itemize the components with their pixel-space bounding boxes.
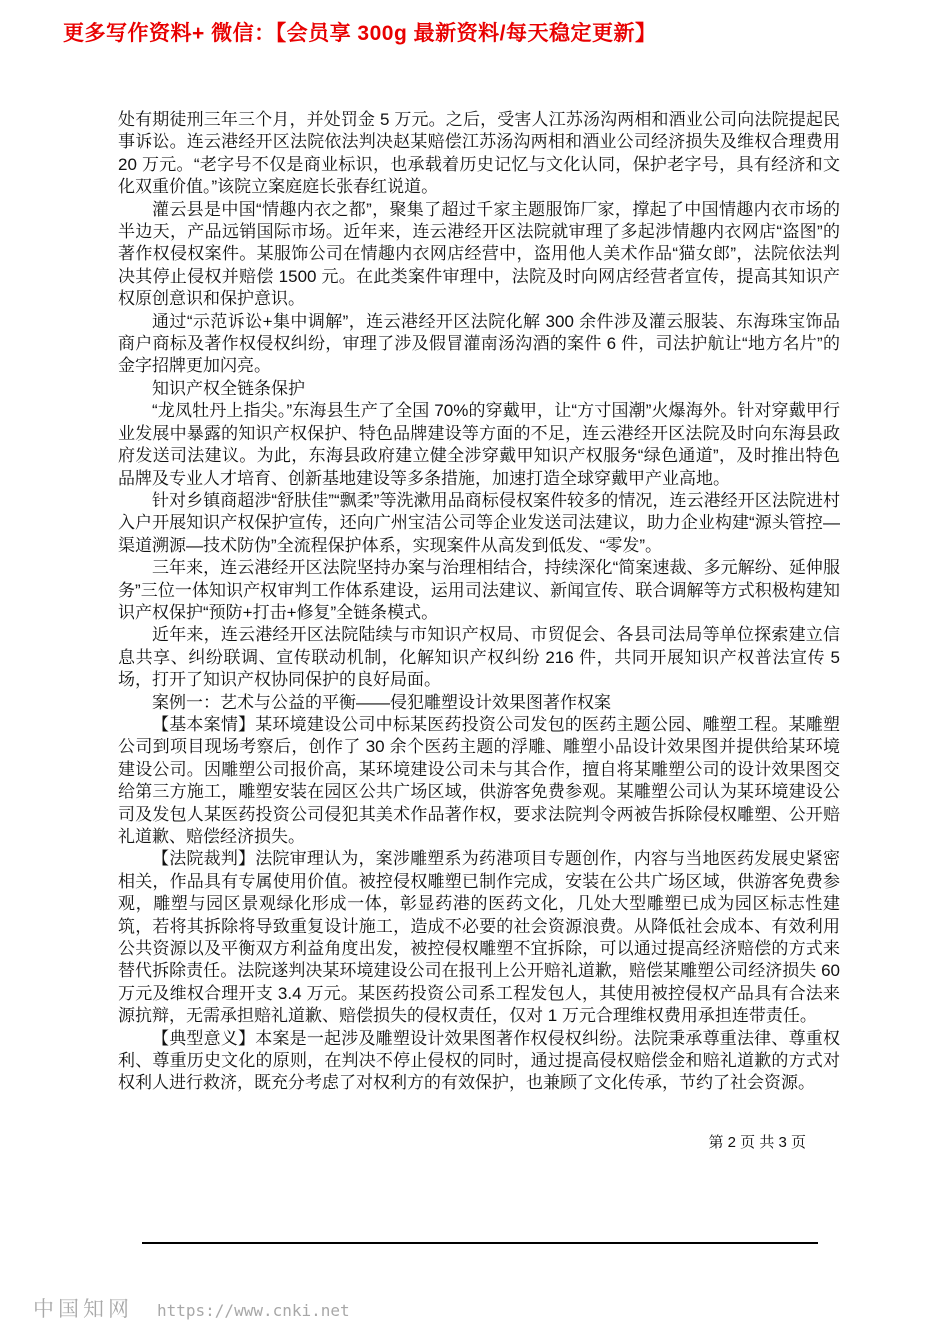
paragraph: 通过“示范诉讼+集中调解”，连云港经开区法院化解 300 余件涉及灌云服装、东海珠宝饰品商户商标及著作权侵权纠纷，审理了涉及假冒灌南汤沟酒的案件 6 件，司法护航让“地方名片”的金字招牌更加闪亮。 <box>118 311 840 376</box>
document-body <box>118 109 840 1095</box>
paragraph: 针对乡镇商超涉“舒肤佳”“飘柔”等洗漱用品商标侵权案件较多的情况，连云港经开区法院进村入户开展知识产权保护宣传，还向广州宝洁公司等企业发送司法建议，助力企业构建“源头管控—渠道溯源—技术防伪”全流程保护体系，实现案件从高发到低发、“零发”。 <box>118 490 840 555</box>
paragraph: 处有期徒刑三年三个月，并处罚金 5 万元。之后，受害人江苏汤沟两相和酒业公司向法院提起民事诉讼。连云港经开区法院依法判决赵某赔偿江苏汤沟两相和酒业公司经济损失及维权合理费用 20 万元。“老字号不仅是商业标识，也承载着历史记忆与文化认同，保护老字号，具有经济和文化双重价值。”该院立案庭庭长张春红说道。 <box>118 110 840 197</box>
paragraph: 灌云县是中国“情趣内衣之都”，聚集了超过千家主题服饰厂家，撑起了中国情趣内衣市场的半边天，产品远销国际市场。近年来，连云港经开区法院就审理了多起涉情趣内衣网店“盗图”的著作权侵权案件。某服饰公司在情趣内衣网店经营中，盗用他人美术作品“猫女郎”，法院依法判决其停止侵权并赔偿 1500 元。在此类案件审理中，法院及时向网店经营者宣传，提高其知识产权原创意识和保护意识。 <box>118 199 840 309</box>
paragraph: 近年来，连云港经开区法院陆续与市知识产权局、市贸促会、各县司法局等单位探索建立信息共享、纠纷联调、宣传联动机制，化解知识产权纠纷 216 件，共同开展知识产权普法宣传 5 场，打开了知识产权协同保护的良好局面。 <box>118 625 840 690</box>
cnki-logo-text: 中国知网 <box>33 1297 133 1321</box>
cnki-url-text: https://www.cnki.net <box>157 1301 350 1320</box>
section-heading: 知识产权全链条保护 <box>152 378 305 398</box>
page-indicator: 第 2 页 共 3 页 <box>708 1134 806 1151</box>
promo-banner-text: 更多写作资料+ 微信：【会员享 300g 最新资料/每天稳定更新】 <box>63 22 657 45</box>
footer-divider <box>142 1242 818 1244</box>
paragraph: “龙凤牡丹上指尖。”东海县生产了全国 70%的穿戴甲，让“方寸国潮”火爆海外。针对穿戴甲行业发展中暴露的知识产权保护、特色品牌建设等方面的不足，连云港经开区法院及时向东海县政府发送司法建议。为此，东海县政府建立健全涉穿戴甲知识产权服务“绿色通道”，及时推出特色品牌及专业人才培育、创新基地建设等多条措施，加速打造全球穿戴甲产业高地。 <box>118 401 840 488</box>
paragraph: 【基本案情】某环境建设公司中标某医药投资公司发包的医药主题公园、雕塑工程。某雕塑公司到项目现场考察后，创作了 30 余个医药主题的浮雕、雕塑小品设计效果图并提供给某环境建设公司。因雕塑公司报价高，某环境建设公司未与其合作，擅自将某雕塑公司的设计效果图交给第三方施工，雕塑安装在园区公共广场区域，供游客免费参观。某雕塑公司认为某环境建设公司及发包人某医药投资公司侵犯其美术作品著作权，要求法院判令两被告拆除侵权雕塑、公开赔礼道歉、赔偿经济损失。 <box>118 714 840 846</box>
paragraph: 【法院裁判】法院审理认为，案涉雕塑系为药港项目专题创作，内容与当地医药发展史紧密相关，作品具有专属使用价值。被控侵权雕塑已制作完成，安装在公共广场区域，供游客免费参观，雕塑与园区景观绿化形成一体，彰显药港的医药文化，几处大型雕塑已成为园区标志性建筑，若将其拆除将导致重复设计施工，造成不必要的社会资源浪费。从降低社会成本、有效利用公共资源以及平衡双方利益角度出发，被控侵权雕塑不宜拆除，可以通过提高经济赔偿的方式来替代拆除责任。法院遂判决某环境建设公司在报刊上公开赔礼道歉，赔偿某雕塑公司经济损失 60 万元及维权合理开支 3.4 万元。某医药投资公司系工程发包人，其使用被控侵权产品具有合法来源抗辩，无需承担赔礼道歉、赔偿损失的侵权责任，仅对 1 万元合理维权费用承担连带责任。 <box>118 849 840 1026</box>
paragraph: 三年来，连云港经开区法院坚持办案与治理相结合，持续深化“简案速裁、多元解纷、延伸服务”三位一体知识产权审判工作体系建设，运用司法建议、新闻宣传、联合调解等方式积极构建知识产权保护“预防+打击+修复”全链条模式。 <box>118 558 840 622</box>
section-heading: 案例一：艺术与公益的平衡——侵犯雕塑设计效果图著作权案 <box>152 692 611 712</box>
cnki-watermark <box>33 1293 350 1323</box>
paragraph: 【典型意义】本案是一起涉及雕塑设计效果图著作权侵权纠纷。法院秉承尊重法律、尊重权利、尊重历史文化的原则，在判决不停止侵权的同时，通过提高侵权赔偿金和赔礼道歉的方式对权利人进行救济，既充分考虑了对权利方的有效保护，也兼顾了文化传承，节约了社会资源。 <box>118 1028 840 1093</box>
